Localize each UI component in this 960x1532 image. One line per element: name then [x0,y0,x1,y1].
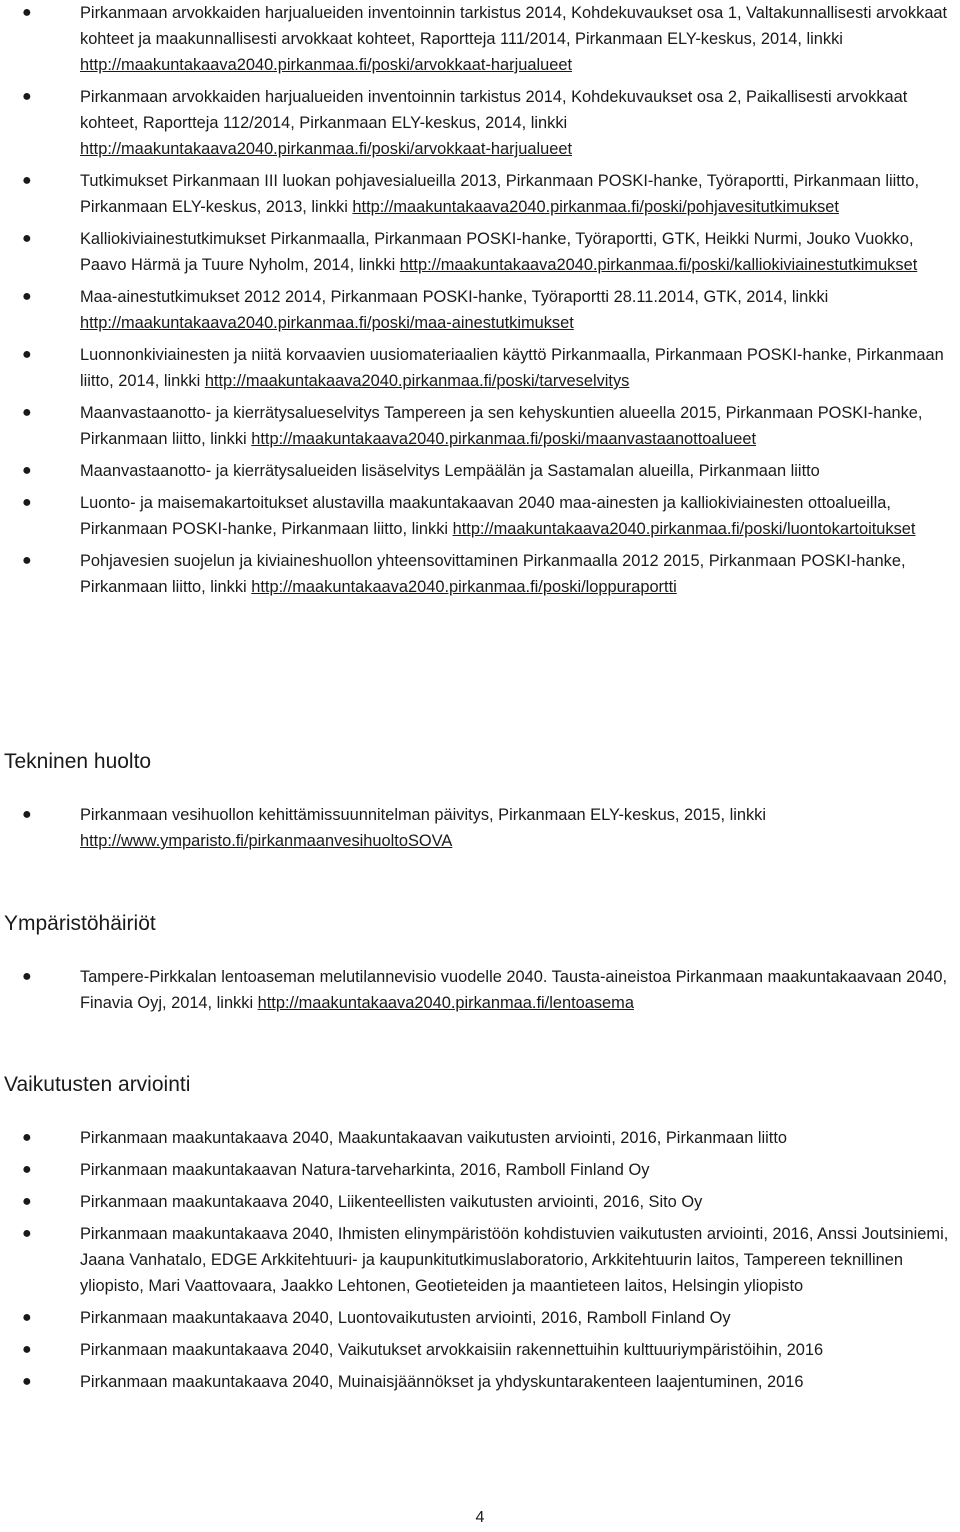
bullet-icon: ● [22,1341,32,1358]
reference-text: Luonnonkiviainesten ja niitä korvaavien uusiomateriaalien käyttö Pirkanmaalla, Pirkanmaan POSKI-hanke, Pirkanmaan liitto, 2014, linkki [80,346,944,390]
reference-text: Maanvastaanotto- ja kierrätysalueiden lisäselvitys Lempäälän ja Sastamalan alueilla, Pirkanmaan liitto [80,462,820,480]
bullet-icon: ● [22,968,32,985]
reference-item [0,1125,960,1151]
bullet-icon: ● [22,404,32,421]
reference-text: Pirkanmaan maakuntakaava 2040, Vaikutukset arvokkaisiin rakennettuihin kulttuuriympäristöihin, 2016 [80,1341,824,1359]
section-list [0,802,960,854]
section-heading: Tekninen huolto [4,750,152,773]
top-reference-list [0,0,960,606]
reference-link[interactable]: http://maakuntakaava2040.pirkanmaa.fi/lentoasema [257,994,634,1012]
reference-link[interactable]: http://maakuntakaava2040.pirkanmaa.fi/poski/tarveselvitys [204,372,630,390]
reference-item [0,284,960,336]
bullet-icon: ● [22,1193,32,1210]
reference-link[interactable]: http://maakuntakaava2040.pirkanmaa.fi/poski/kalliokiviainestutkimukset [399,256,918,274]
bullet-icon: ● [22,462,32,479]
bullet-icon: ● [22,494,32,511]
reference-link[interactable]: http://maakuntakaava2040.pirkanmaa.fi/poski/pohjavesitutkimukset [352,198,839,216]
bullet-icon: ● [22,4,32,21]
reference-item [0,964,960,1016]
reference-item [0,342,960,394]
reference-item [0,168,960,220]
reference-item [0,548,960,600]
reference-text: Tampere-Pirkkalan lentoaseman melutilannevisio vuodelle 2040. Tausta-aineistoa Pirkanmaan maakuntakaavaan 2040, Finavia Oyj, 2014, linkki [80,968,948,1012]
section-tekninen-huolto [0,748,960,860]
reference-link[interactable]: http://www.ymparisto.fi/pirkanmaanvesihuoltoSOVA [80,832,453,850]
reference-item [0,490,960,542]
reference-item [0,1157,960,1183]
bullet-icon: ● [22,172,32,189]
reference-item [0,1369,960,1395]
section-list [0,1125,960,1395]
reference-item [0,1337,960,1363]
reference-item [0,1189,960,1215]
reference-link[interactable]: http://maakuntakaava2040.pirkanmaa.fi/poski/maa-ainestutkimukset [80,314,574,332]
reference-text: Pirkanmaan maakuntakaava 2040, Maakuntakaavan vaikutusten arviointi, 2016, Pirkanmaan liitto [80,1129,788,1147]
reference-text: Pirkanmaan maakuntakaava 2040, Muinaisjäännökset ja yhdyskuntarakenteen laajentuminen, 2016 [80,1373,804,1391]
reference-text: Maanvastaanotto- ja kierrätysalueselvitys Tampereen ja sen kehyskuntien alueella 2015, Pirkanmaan POSKI-hanke, Pirkanmaan liitto, linkki [80,404,923,448]
bullet-icon: ● [22,88,32,105]
reference-text: Maa-ainestutkimukset 2012 2014, Pirkanmaan POSKI-hanke, Työraportti 28.11.2014, GTK, 2014, linkki [80,288,829,306]
reference-item [0,1305,960,1331]
reference-link[interactable]: http://maakuntakaava2040.pirkanmaa.fi/poski/arvokkaat-harjualueet [80,140,573,158]
section-list [0,964,960,1016]
bullet-icon: ● [22,1309,32,1326]
reference-text: Pirkanmaan maakuntakaava 2040, Liikenteellisten vaikutusten arviointi, 2016, Sito Oy [80,1193,703,1211]
reference-text: Pirkanmaan arvokkaiden harjualueiden inventoinnin tarkistus 2014, Kohdekuvaukset osa 1, Valtakunnallisesti arvokkaat kohteet ja maakunnallisesti arvokkaat kohteet, Raportteja 111/2014, Pirkanmaan ELY-keskus, 2014, linkki [80,4,948,48]
section-vaikutusten-arviointi [0,1071,960,1401]
reference-text: Pirkanmaan maakuntakaava 2040, Luontovaikutusten arviointi, 2016, Ramboll Finland Oy [80,1309,731,1327]
reference-item [0,400,960,452]
reference-text: Pirkanmaan vesihuollon kehittämissuunnitelman päivitys, Pirkanmaan ELY-keskus, 2015, linkki [80,806,767,824]
page-number: 4 [475,1509,485,1526]
reference-item [0,0,960,78]
section-ymparistohairiot [0,910,960,1022]
reference-link[interactable]: http://maakuntakaava2040.pirkanmaa.fi/poski/luontokartoitukset [452,520,916,538]
bullet-icon: ● [22,288,32,305]
section-heading: Ympäristöhäiriöt [4,912,156,935]
bullet-icon: ● [22,1161,32,1178]
bullet-icon: ● [22,552,32,569]
reference-link[interactable]: http://maakuntakaava2040.pirkanmaa.fi/poski/arvokkaat-harjualueet [80,56,573,74]
reference-text: Luonto- ja maisemakartoitukset alustavilla maakuntakaavan 2040 maa-ainesten ja kalliokiviainesten ottoalueilla, Pirkanmaan POSKI-hanke, Pirkanmaan liitto, linkki [80,494,891,538]
reference-link[interactable]: http://maakuntakaava2040.pirkanmaa.fi/poski/loppuraportti [251,578,677,596]
bullet-icon: ● [22,230,32,247]
bullet-icon: ● [22,1129,32,1146]
reference-text: Kalliokiviainestutkimukset Pirkanmaalla, Pirkanmaan POSKI-hanke, Työraportti, GTK, Heikki Nurmi, Jouko Vuokko, Paavo Härmä ja Tuure Nyholm, 2014, linkki [80,230,914,274]
reference-text: Pirkanmaan maakuntakaavan Natura-tarveharkinta, 2016, Ramboll Finland Oy [80,1161,650,1179]
bullet-icon: ● [22,1373,32,1390]
reference-item [0,458,960,484]
reference-item [0,1221,960,1299]
bullet-icon: ● [22,346,32,363]
reference-item [0,84,960,162]
reference-text: Pirkanmaan maakuntakaava 2040, Ihmisten elinympäristöön kohdistuvien vaikutusten arviointi, 2016, Anssi Joutsiniemi, Jaana Vanhatalo, EDGE Arkkitehtuuri- ja kaupunkitutkimuslaboratorio, Arkkitehtuurin laitos, Tampereen teknillinen yliopisto, Mari Vaattovaara, Jaakko Lehtonen, Geotieteiden ja maantieteen laitos, Helsingin yliopisto [80,1225,949,1295]
reference-text: Tutkimukset Pirkanmaan III luokan pohjavesialueilla 2013, Pirkanmaan POSKI-hanke, Työraportti, Pirkanmaan liitto, Pirkanmaan ELY-keskus, 2013, linkki [80,172,920,216]
reference-item [0,802,960,854]
bullet-icon: ● [22,1225,32,1242]
reference-text: Pohjavesien suojelun ja kiviaineshuollon yhteensovittaminen Pirkanmaalla 2012 2015, Pirkanmaan POSKI-hanke, Pirkanmaan liitto, linkki [80,552,906,596]
reference-text: Pirkanmaan arvokkaiden harjualueiden inventoinnin tarkistus 2014, Kohdekuvaukset osa 2, Paikallisesti arvokkaat kohteet, Raportteja 112/2014, Pirkanmaan ELY-keskus, 2014, linkki [80,88,908,132]
section-heading: Vaikutusten arviointi [4,1073,191,1096]
reference-item [0,226,960,278]
bullet-icon: ● [22,806,32,823]
reference-link[interactable]: http://maakuntakaava2040.pirkanmaa.fi/poski/maanvastaanottoalueet [251,430,757,448]
